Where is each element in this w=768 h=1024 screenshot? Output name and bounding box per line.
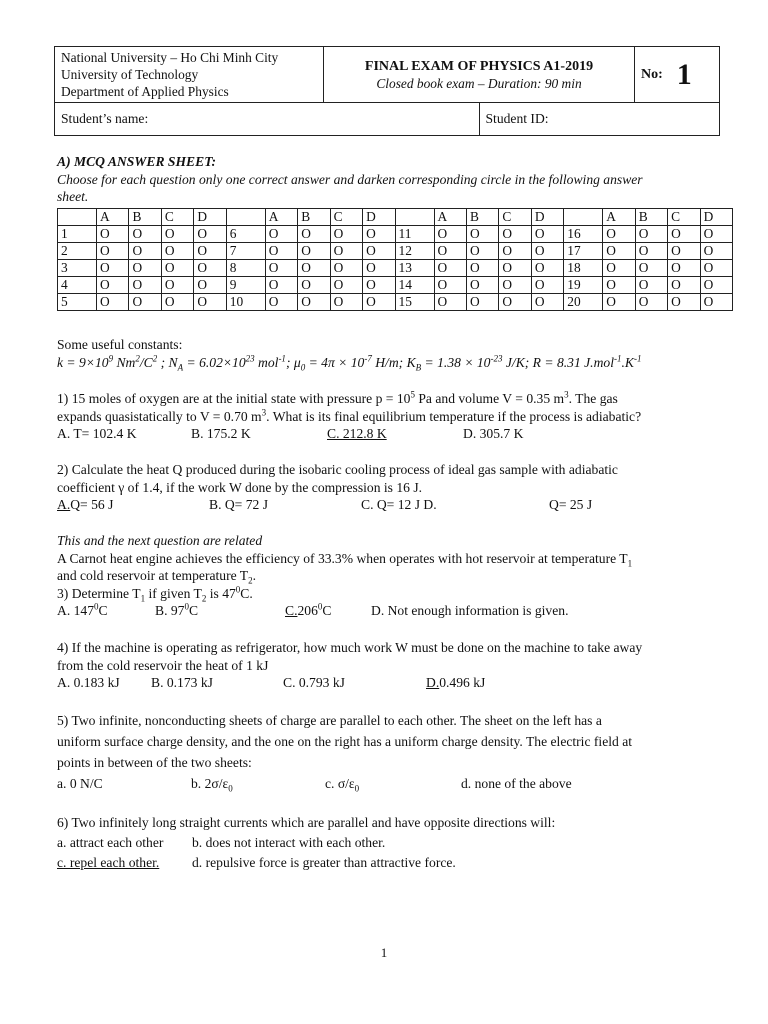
q1-line-2 xyxy=(57,408,725,426)
question-1 xyxy=(57,390,725,443)
q3-option-a-text: A. 147 xyxy=(57,603,95,618)
exam-title: FINAL EXAM OF PHYSICS A1-2019 xyxy=(364,58,594,74)
q3-option-c-text: 206 xyxy=(297,603,318,618)
const-k-unit2-exp: 2 xyxy=(152,352,158,363)
q3-options xyxy=(57,602,725,620)
mcq-answer-circle[interactable]: O xyxy=(298,277,330,294)
mcq-answer-circle[interactable]: O xyxy=(466,260,498,277)
q5-option-b-sub: 0 xyxy=(228,783,233,794)
mcq-header-option: D xyxy=(363,209,395,226)
mcq-answer-circle[interactable]: O xyxy=(531,294,563,311)
q1-text-b: Pa and volume V = 0.35 m xyxy=(414,391,565,406)
mcq-answer-circle[interactable]: O xyxy=(265,277,297,294)
mcq-answer-circle[interactable]: O xyxy=(265,294,297,311)
q5-line-2: uniform surface charge density, and the one on the right has a uniform charge density. The electric field at xyxy=(57,734,633,749)
q2-line-2: coefficient γ of 1.4, if the work W done by the compression is 16 J. xyxy=(57,479,423,495)
const-r-exp2: -1 xyxy=(633,352,642,363)
mcq-answer-circle[interactable]: O xyxy=(531,243,563,260)
q5-options xyxy=(57,773,725,794)
q3-c: is 47 xyxy=(206,585,236,601)
mcq-question-number: 14 xyxy=(395,277,434,294)
q6-option-b[interactable]: b. does not interact with each other. xyxy=(192,835,386,850)
mcq-row xyxy=(58,243,733,260)
mcq-question-number: 20 xyxy=(564,294,603,311)
const-na-sub: A xyxy=(177,362,184,373)
institution-line-2: University of Technology xyxy=(61,67,199,82)
mcq-answer-circle[interactable]: O xyxy=(161,277,193,294)
mcq-answer-circle[interactable]: O xyxy=(603,277,635,294)
q1-exp-b: 3 xyxy=(564,389,569,400)
q1-option-b[interactable]: B. 175.2 K xyxy=(191,426,251,441)
mcq-answer-circle[interactable]: O xyxy=(668,226,700,243)
mcq-answer-circle[interactable]: O xyxy=(635,226,667,243)
const-k-exp: 9 xyxy=(108,352,114,363)
q4-option-a[interactable]: A. 0.183 kJ xyxy=(57,675,120,690)
mcq-answer-grid xyxy=(57,208,733,311)
question-5 xyxy=(57,710,725,794)
mcq-question-number: 15 xyxy=(395,294,434,311)
mcq-answer-circle[interactable]: O xyxy=(129,294,161,311)
exam-subtitle: Closed book exam – Duration: 90 min xyxy=(376,75,582,91)
mcq-header-option: A xyxy=(265,209,297,226)
q4-options xyxy=(57,674,725,692)
mcq-answer-circle[interactable]: O xyxy=(363,260,395,277)
mcq-answer-circle[interactable]: O xyxy=(97,277,129,294)
mcq-answer-circle[interactable]: O xyxy=(265,243,297,260)
mcq-answer-circle[interactable]: O xyxy=(363,277,395,294)
mcq-answer-circle[interactable]: O xyxy=(668,243,700,260)
const-mu-exp: -7 xyxy=(364,352,372,363)
mcq-answer-circle[interactable]: O xyxy=(434,226,466,243)
q34-line1-sub: 1 xyxy=(627,558,633,569)
q3-option-a-unit: C xyxy=(98,603,108,618)
q3-option-a-sup: 0 xyxy=(94,601,99,612)
mcq-answer-circle[interactable]: O xyxy=(668,260,700,277)
q6-option-c[interactable]: c. repel each other. xyxy=(57,855,160,870)
q34-line2-b: . xyxy=(252,568,257,583)
mcq-answer-circle[interactable]: O xyxy=(129,277,161,294)
const-na: ; N xyxy=(157,354,178,370)
institution-line-3: Department of Applied Physics xyxy=(61,84,229,99)
mcq-answer-circle[interactable]: O xyxy=(161,243,193,260)
q3-sub2: 2 xyxy=(201,593,207,604)
q1-text-c: . The gas xyxy=(568,391,618,406)
mcq-answer-circle[interactable]: O xyxy=(194,260,226,277)
student-name-label: Student’s name: xyxy=(61,111,149,126)
mcq-answer-circle[interactable]: O xyxy=(499,226,531,243)
const-r-unit: .K xyxy=(621,354,634,370)
q34-line2-sub: 2 xyxy=(248,575,253,586)
mcq-answer-circle[interactable]: O xyxy=(194,226,226,243)
mcq-answer-circle[interactable]: O xyxy=(466,294,498,311)
student-id-cell[interactable] xyxy=(479,103,720,136)
q3-option-d[interactable]: D. Not enough information is given. xyxy=(371,603,569,618)
q6-options-row-1 xyxy=(57,833,725,853)
mcq-question-number: 3 xyxy=(58,260,97,277)
mcq-header-blank xyxy=(58,209,97,226)
mcq-question-number: 10 xyxy=(226,294,265,311)
q3-sub1: 1 xyxy=(140,593,146,604)
mcq-header-option: D xyxy=(700,209,732,226)
mcq-answer-circle[interactable]: O xyxy=(129,226,161,243)
institution-line-1: National University – Ho Chi Minh City xyxy=(61,50,279,65)
const-na-exp: 23 xyxy=(245,352,255,363)
mcq-answer-circle[interactable]: O xyxy=(603,226,635,243)
exam-number-value: 1 xyxy=(676,57,692,91)
mcq-instruction: Choose for each question only one correct answer and darken corresponding circle in the following answer xyxy=(57,171,643,187)
mcq-question-number: 6 xyxy=(226,226,265,243)
mcq-question-number: 9 xyxy=(226,277,265,294)
q2-options xyxy=(57,496,725,514)
mcq-answer-circle[interactable]: O xyxy=(434,260,466,277)
student-id-label: Student ID: xyxy=(485,111,549,126)
mcq-answer-circle[interactable]: O xyxy=(97,243,129,260)
q1-option-d[interactable]: D. 305.7 K xyxy=(463,426,524,441)
mcq-answer-circle[interactable]: O xyxy=(668,277,700,294)
mcq-answer-circle[interactable]: O xyxy=(466,277,498,294)
mcq-answer-circle[interactable]: O xyxy=(194,277,226,294)
mcq-answer-circle[interactable]: O xyxy=(330,226,362,243)
mcq-answer-circle[interactable]: O xyxy=(330,277,362,294)
mcq-header-option: B xyxy=(466,209,498,226)
mcq-header-option: A xyxy=(97,209,129,226)
mcq-header-row xyxy=(58,209,733,226)
const-k-unit-exp: 2 xyxy=(135,352,140,363)
mcq-question-number: 18 xyxy=(564,260,603,277)
q6-options-row-2 xyxy=(57,853,725,873)
const-na-val: = 6.02×10 xyxy=(183,354,246,370)
q1-exp-c: 3 xyxy=(261,406,267,417)
constants-section xyxy=(57,336,725,371)
mcq-question-number: 17 xyxy=(564,243,603,260)
q3-option-c[interactable] xyxy=(285,602,371,620)
exam-number-cell xyxy=(635,47,720,103)
mcq-answer-circle[interactable]: O xyxy=(97,226,129,243)
q2-option-d[interactable]: Q= 25 J xyxy=(549,497,593,512)
q3-option-b-text: B. 97 xyxy=(155,603,185,618)
q3-option-b-sup: 0 xyxy=(184,601,189,612)
q1-text-a: 1) 15 moles of oxygen are at the initial state with pressure p = 10 xyxy=(57,391,411,406)
mcq-answer-circle[interactable]: O xyxy=(635,294,667,311)
mcq-answer-circle[interactable]: O xyxy=(161,260,193,277)
mcq-answer-circle[interactable]: O xyxy=(434,277,466,294)
mcq-answer-circle[interactable]: O xyxy=(434,243,466,260)
mcq-header-blank xyxy=(564,209,603,226)
q1-line-1 xyxy=(57,390,725,408)
q1-option-a[interactable]: A. T= 102.4 K xyxy=(57,426,137,441)
q4-option-d[interactable] xyxy=(426,674,485,692)
q3-sup: 0 xyxy=(235,583,241,594)
question-2 xyxy=(57,461,725,514)
mcq-question-number: 2 xyxy=(58,243,97,260)
q34-line-2 xyxy=(57,567,725,585)
mcq-answer-circle[interactable]: O xyxy=(161,294,193,311)
q1-options xyxy=(57,425,725,443)
q5-option-d[interactable]: d. none of the above xyxy=(461,776,572,791)
mcq-answer-circle[interactable]: O xyxy=(499,277,531,294)
q2-option-a[interactable] xyxy=(57,496,209,514)
mcq-question-number: 1 xyxy=(58,226,97,243)
mcq-answer-circle[interactable]: O xyxy=(194,243,226,260)
q34-intro: This and the next question are related xyxy=(57,533,263,548)
exam-title-cell xyxy=(324,47,635,103)
mcq-header-option: C xyxy=(330,209,362,226)
q4-line-1: 4) If the machine is operating as refrigerator, how much work W must be done on the machine to take away xyxy=(57,640,643,655)
mcq-answer-circle[interactable]: O xyxy=(97,294,129,311)
exam-header-table xyxy=(54,46,720,136)
mcq-answer-circle[interactable]: O xyxy=(466,226,498,243)
const-na-unit: mol xyxy=(254,354,279,370)
mcq-question-number: 4 xyxy=(58,277,97,294)
q6-option-a[interactable]: a. attract each other xyxy=(57,835,164,850)
mcq-answer-circle[interactable]: O xyxy=(499,294,531,311)
q3-option-b-unit: C xyxy=(188,603,199,618)
mcq-answer-circle[interactable]: O xyxy=(298,243,330,260)
mcq-answer-circle[interactable]: O xyxy=(700,226,732,243)
mcq-answer-circle[interactable]: O xyxy=(434,294,466,311)
question-4 xyxy=(57,639,725,692)
mcq-header-option: B xyxy=(129,209,161,226)
q2-option-c[interactable]: C. Q= 12 J D. xyxy=(361,497,437,512)
mcq-answer-circle[interactable]: O xyxy=(363,226,395,243)
const-na-unit-exp: -1 xyxy=(278,352,286,363)
mcq-answer-circle[interactable]: O xyxy=(700,243,732,260)
mcq-answer-circle[interactable]: O xyxy=(700,260,732,277)
mcq-header-blank xyxy=(226,209,265,226)
const-mu-unit: H/m; K xyxy=(371,354,416,370)
q5-option-a[interactable]: a. 0 N/C xyxy=(57,776,103,791)
q2-option-b[interactable]: B. Q= 72 J xyxy=(209,497,269,512)
mcq-header-option: B xyxy=(298,209,330,226)
mcq-answer-circle[interactable]: O xyxy=(330,260,362,277)
mcq-row xyxy=(58,260,733,277)
mcq-answer-circle[interactable]: O xyxy=(161,226,193,243)
mcq-answer-circle[interactable]: O xyxy=(194,294,226,311)
q3-line xyxy=(57,585,725,603)
q5-option-c[interactable] xyxy=(325,773,461,794)
institution-cell xyxy=(55,47,324,103)
mcq-header-option: B xyxy=(635,209,667,226)
page-number: 1 xyxy=(380,945,388,960)
q3-option-a[interactable] xyxy=(57,602,155,620)
mcq-instructions xyxy=(57,153,725,206)
constants-line xyxy=(57,354,725,372)
mcq-answer-circle[interactable]: O xyxy=(635,277,667,294)
q3-b: if given T xyxy=(145,585,202,601)
q3-d: C. xyxy=(240,585,253,601)
mcq-answer-circle[interactable]: O xyxy=(635,243,667,260)
mcq-answer-circle[interactable]: O xyxy=(700,294,732,311)
mcq-question-number: 11 xyxy=(395,226,434,243)
q1-exp-a: 5 xyxy=(410,389,415,400)
q1-line2-a: expands quasistatically to V = 0.70 m xyxy=(57,408,262,424)
q6-line-1: 6) Two infinitely long straight currents which are parallel and have opposite directions will: xyxy=(57,815,556,830)
mcq-header-option: C xyxy=(161,209,193,226)
mcq-answer-circle[interactable]: O xyxy=(531,260,563,277)
q5-line-1: 5) Two infinite, nonconducting sheets of charge are parallel to each other. The sheet on the left has a xyxy=(57,713,602,728)
exam-number-label: No: xyxy=(641,66,663,82)
const-kb-unit: J/K; R = 8.31 J.mol xyxy=(502,354,614,370)
q1-line2-b: . What is its final equilibrium temperature if the process is adiabatic? xyxy=(266,408,642,424)
mcq-answer-circle[interactable]: O xyxy=(298,294,330,311)
q3-option-b[interactable] xyxy=(155,602,285,620)
mcq-answer-circle[interactable]: O xyxy=(298,260,330,277)
q4-line-2: from the cold reservoir the heat of 1 kJ xyxy=(57,657,269,673)
mcq-question-number: 8 xyxy=(226,260,265,277)
q5-option-c-text: c. σ/ε xyxy=(325,776,355,791)
const-mu-sub: 0 xyxy=(300,362,306,373)
mcq-answer-circle[interactable]: O xyxy=(603,260,635,277)
q1-option-c[interactable]: C. 212.8 K xyxy=(327,426,387,441)
mcq-answer-circle[interactable]: O xyxy=(265,226,297,243)
q4-option-b[interactable]: B. 0.173 kJ xyxy=(151,675,213,690)
mcq-answer-circle[interactable]: O xyxy=(330,294,362,311)
student-name-cell[interactable] xyxy=(55,103,480,136)
mcq-answer-circle[interactable]: O xyxy=(363,294,395,311)
mcq-header-option: A xyxy=(434,209,466,226)
mcq-question-number: 5 xyxy=(58,294,97,311)
const-kb-exp: -23 xyxy=(490,352,503,363)
mcq-header-option: C xyxy=(499,209,531,226)
q4-option-d-text: 0.496 kJ xyxy=(439,675,486,690)
question-3 xyxy=(57,532,725,620)
mcq-header-option: A xyxy=(603,209,635,226)
mcq-answer-circle[interactable]: O xyxy=(129,260,161,277)
mcq-answer-circle[interactable]: O xyxy=(265,260,297,277)
q34-line1-a: A Carnot heat engine achieves the efficiency of 33.3% when operates with hot reservoir at temperature T xyxy=(57,550,628,566)
q5-option-b-text: b. 2σ/ε xyxy=(191,776,229,791)
const-mu: ; μ xyxy=(285,354,301,370)
mcq-answer-circle[interactable]: O xyxy=(668,294,700,311)
const-k-unit: Nm xyxy=(113,354,136,370)
q5-option-b[interactable] xyxy=(191,773,325,794)
mcq-answer-circle[interactable]: O xyxy=(603,243,635,260)
mcq-header-option: C xyxy=(668,209,700,226)
mcq-question-number: 19 xyxy=(564,277,603,294)
mcq-answer-circle[interactable]: O xyxy=(499,260,531,277)
const-k: k = 9×10 xyxy=(57,354,109,370)
question-6 xyxy=(57,813,725,873)
mcq-answer-circle[interactable]: O xyxy=(298,226,330,243)
mcq-answer-circle[interactable]: O xyxy=(531,277,563,294)
mcq-instruction-2: sheet. xyxy=(57,189,89,204)
mcq-answer-circle[interactable]: O xyxy=(635,260,667,277)
mcq-row xyxy=(58,294,733,311)
mcq-row xyxy=(58,226,733,243)
mcq-row xyxy=(58,277,733,294)
q4-option-c[interactable]: C. 0.793 kJ xyxy=(283,675,345,690)
mcq-header-option: D xyxy=(531,209,563,226)
q3-option-c-sup: 0 xyxy=(317,601,323,612)
q3-option-c-unit: C xyxy=(322,603,332,618)
mcq-answer-circle[interactable]: O xyxy=(700,277,732,294)
q2-option-a-value: Q= 56 J xyxy=(70,497,114,512)
mcq-answer-circle[interactable]: O xyxy=(97,260,129,277)
mcq-answer-circle[interactable]: O xyxy=(466,243,498,260)
q3-a: 3) Determine T xyxy=(57,585,141,601)
q34-line-1 xyxy=(57,550,725,568)
const-k-unit2: /C xyxy=(139,354,153,370)
q34-line2-a: and cold reservoir at temperature T xyxy=(57,568,249,583)
mcq-header-option: D xyxy=(194,209,226,226)
mcq-question-number: 16 xyxy=(564,226,603,243)
q3-option-c-label: C. xyxy=(285,603,298,618)
mcq-heading: A) MCQ ANSWER SHEET: xyxy=(57,154,217,169)
const-kb-sub: B xyxy=(415,362,422,373)
mcq-question-number: 13 xyxy=(395,260,434,277)
const-r-exp1: -1 xyxy=(613,352,622,363)
mcq-answer-circle[interactable]: O xyxy=(129,243,161,260)
mcq-answer-circle[interactable]: O xyxy=(531,226,563,243)
mcq-answer-circle[interactable]: O xyxy=(603,294,635,311)
mcq-answer-circle[interactable]: O xyxy=(499,243,531,260)
const-mu-val: = 4π × 10 xyxy=(305,354,365,370)
mcq-header-blank xyxy=(395,209,434,226)
q6-option-d[interactable]: d. repulsive force is greater than attractive force. xyxy=(192,855,456,870)
mcq-question-number: 12 xyxy=(395,243,434,260)
constants-label: Some useful constants: xyxy=(57,337,183,352)
q2-line-1: 2) Calculate the heat Q produced during the isobaric cooling process of ideal gas sample with adiabatic xyxy=(57,462,618,477)
q5-option-c-sub: 0 xyxy=(354,783,360,794)
mcq-answer-circle[interactable]: O xyxy=(363,243,395,260)
mcq-question-number: 7 xyxy=(226,243,265,260)
q5-line-3: points in between of the two sheets: xyxy=(57,755,252,770)
q4-option-d-label: D. xyxy=(426,675,440,690)
mcq-answer-circle[interactable]: O xyxy=(330,243,362,260)
q2-option-a-label: A. xyxy=(57,497,71,512)
const-kb-val: = 1.38 × 10 xyxy=(421,354,491,370)
